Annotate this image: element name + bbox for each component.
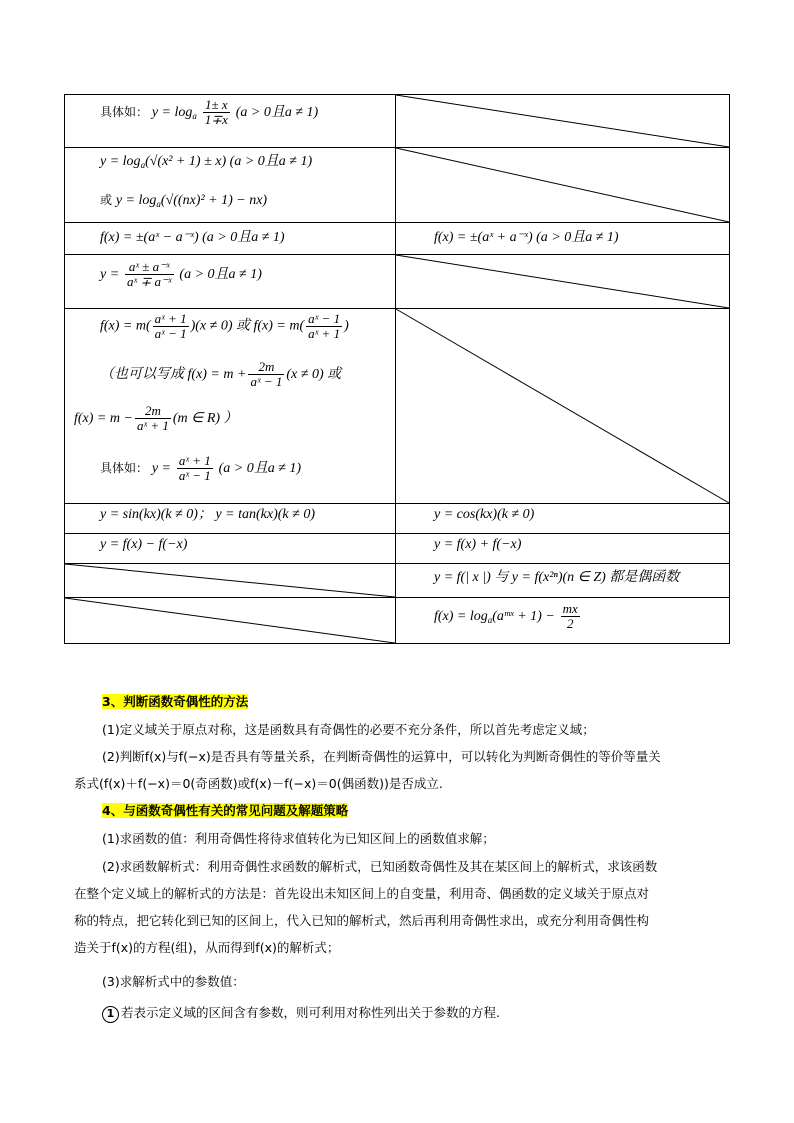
fraction-denominator: aˣ − 1	[154, 326, 187, 341]
fraction-numerator: aˣ + 1	[154, 311, 187, 326]
fraction-denominator: 1∓x	[204, 112, 228, 127]
formula-condition: (a > 0且a ≠ 1)	[235, 105, 319, 120]
section-heading-text: 4、与函数奇偶性有关的常见问题及解题策略	[102, 803, 349, 818]
section4-paragraph3: (3)求解析式中的参数值：	[102, 974, 245, 989]
formula-subscript: a	[487, 615, 493, 625]
section3-heading	[102, 692, 248, 710]
formula-text: y = log	[151, 105, 193, 120]
fraction-numerator: aˣ ± a⁻ˣ	[125, 260, 174, 275]
row4-odd-cell	[100, 260, 262, 289]
section4-paragraph1: (1)求函数的值：利用奇偶性将待求值转化为已知区间上的函数值求解；	[102, 831, 495, 846]
formula-fraction	[306, 312, 342, 341]
fraction-denominator: aˣ − 1	[178, 468, 211, 483]
formula-text: (√((nx)² + 1) − nx)	[160, 193, 268, 208]
section4-paragraph2-line3: 称的特点，把它转化到已知的区间上，代入已知的解析式，然后再利用奇偶性求出，或充分利用奇偶性构	[74, 913, 650, 928]
formula-text: (x ≠ 0) 或	[286, 367, 342, 382]
section4-heading	[102, 801, 348, 819]
empty-cell-diagonal	[396, 148, 729, 222]
formula-text: f(x) = log	[434, 609, 488, 624]
formula-text: y = log	[115, 193, 157, 208]
fraction-numerator: aˣ − 1	[308, 311, 341, 326]
formula-condition: (a > 0且a ≠ 1)	[218, 461, 302, 476]
section3-paragraph1: (1)定义域关于原点对称，这是函数具有奇偶性的必要不充分条件，所以首先考虑定义域；	[102, 722, 595, 737]
formula-fraction	[153, 312, 189, 341]
section-heading-text: 3、判断函数奇偶性的方法	[102, 694, 249, 709]
formula-text: (aᵐˣ + 1) −	[492, 609, 555, 624]
fraction-numerator: mx	[562, 601, 578, 616]
formula-subscript: a	[156, 199, 161, 209]
empty-cell-diagonal	[396, 95, 729, 147]
section3-paragraph2-line2: 系式(f(x)＋f(−x)＝0(奇函数)或f(x)－f(−x)＝0(偶函数))是否成立.	[74, 776, 443, 791]
row8-even-cell: y = f(| x |) 与 y = f(x²ⁿ)(n ∈ Z) 都是偶函数	[434, 570, 680, 585]
circled-number-icon: 1	[102, 1006, 119, 1023]
formula-text: )	[344, 318, 349, 334]
or-label: 或	[100, 193, 113, 207]
formula-text: f(x) = m(	[100, 318, 151, 334]
fraction-denominator: aˣ + 1	[308, 326, 341, 341]
fraction-numerator: aˣ + 1	[178, 453, 211, 468]
formula-fraction	[203, 98, 230, 127]
fraction-denominator: aˣ ∓ a⁻ˣ	[127, 274, 172, 289]
formula-condition: (a > 0且a ≠ 1)	[179, 267, 262, 282]
parity-table	[64, 94, 730, 644]
fraction-numerator: 1± x	[203, 98, 230, 113]
formula-text: f(x) = m −	[74, 411, 133, 426]
formula-subscript: a	[192, 111, 197, 121]
formula-subscript: a	[140, 160, 146, 170]
formula-line	[74, 404, 238, 433]
fraction-numerator: 2m	[135, 404, 171, 419]
section4-paragraph4	[102, 1003, 500, 1023]
section4-paragraph2-line2: 在整个定义域上的解析式的方法是：首先设出未知区间上的自变量，利用奇、偶函数的定义域关于原点对	[74, 886, 650, 901]
row3-even-cell: f(x) = ±(aˣ + a⁻ˣ) (a > 0且a ≠ 1)	[434, 230, 619, 245]
formula-line	[100, 312, 349, 341]
formula-line	[100, 192, 267, 212]
row9-even-cell	[434, 602, 582, 631]
empty-cell-diagonal	[396, 255, 729, 308]
formula-text: (m ∈ R) ）	[172, 411, 238, 426]
formula-text: y =	[100, 267, 120, 282]
example-label: 具体如：	[100, 461, 149, 475]
formula-text: （也可以写成 f(x) = m +	[100, 367, 247, 382]
formula-fraction	[125, 260, 174, 289]
paragraph-text: 若表示定义域的区间含有参数，则可利用对称性列出关于参数的方程.	[121, 1005, 500, 1020]
row3-odd-cell: f(x) = ±(aˣ − a⁻ˣ) (a > 0且a ≠ 1)	[100, 230, 285, 245]
row1-odd-cell	[100, 98, 318, 127]
formula-fraction	[135, 404, 171, 433]
formula-fraction	[177, 454, 213, 483]
fraction-denominator: aˣ + 1	[136, 418, 169, 433]
formula-line	[100, 360, 341, 389]
row7-odd-cell: y = f(x) − f(−x)	[100, 537, 188, 552]
fraction-numerator: 2m	[248, 360, 284, 375]
formula-line	[100, 154, 312, 173]
formula-fraction	[561, 602, 580, 631]
fraction-denominator: 2	[566, 616, 574, 631]
formula-text: y = log	[100, 154, 141, 169]
formula-text: (√(x² + 1) ± x) (a > 0且a ≠ 1)	[145, 154, 313, 169]
row6-odd-cell: y = sin(kx)(k ≠ 0)； y = tan(kx)(k ≠ 0)	[100, 507, 315, 522]
section4-paragraph2-line1: (2)求函数解析式：利用奇偶性求函数的解析式，已知函数奇偶性及其在某区间上的解析式，求该函数	[102, 859, 658, 874]
formula-text: )(x ≠ 0) 或 f(x) = m(	[190, 318, 305, 334]
row7-even-cell: y = f(x) + f(−x)	[434, 537, 522, 552]
row6-even-cell: y = cos(kx)(k ≠ 0)	[434, 507, 535, 522]
formula-text: y =	[151, 461, 172, 476]
formula-line	[100, 454, 301, 483]
empty-cell-diagonal	[65, 598, 395, 643]
fraction-denominator: aˣ − 1	[250, 374, 283, 389]
example-label: 具体如：	[100, 105, 149, 119]
section3-paragraph2-line1: (2)判断f(x)与f(−x)是否具有等量关系，在判断奇偶性的运算中，可以转化为判断奇偶性的等价等量关	[102, 749, 661, 764]
formula-fraction	[248, 360, 284, 389]
empty-cell-diagonal	[396, 309, 729, 503]
empty-cell-diagonal	[65, 564, 395, 597]
section4-paragraph2-line4: 造关于f(x)的方程(组)，从而得到f(x)的解析式；	[74, 940, 340, 955]
